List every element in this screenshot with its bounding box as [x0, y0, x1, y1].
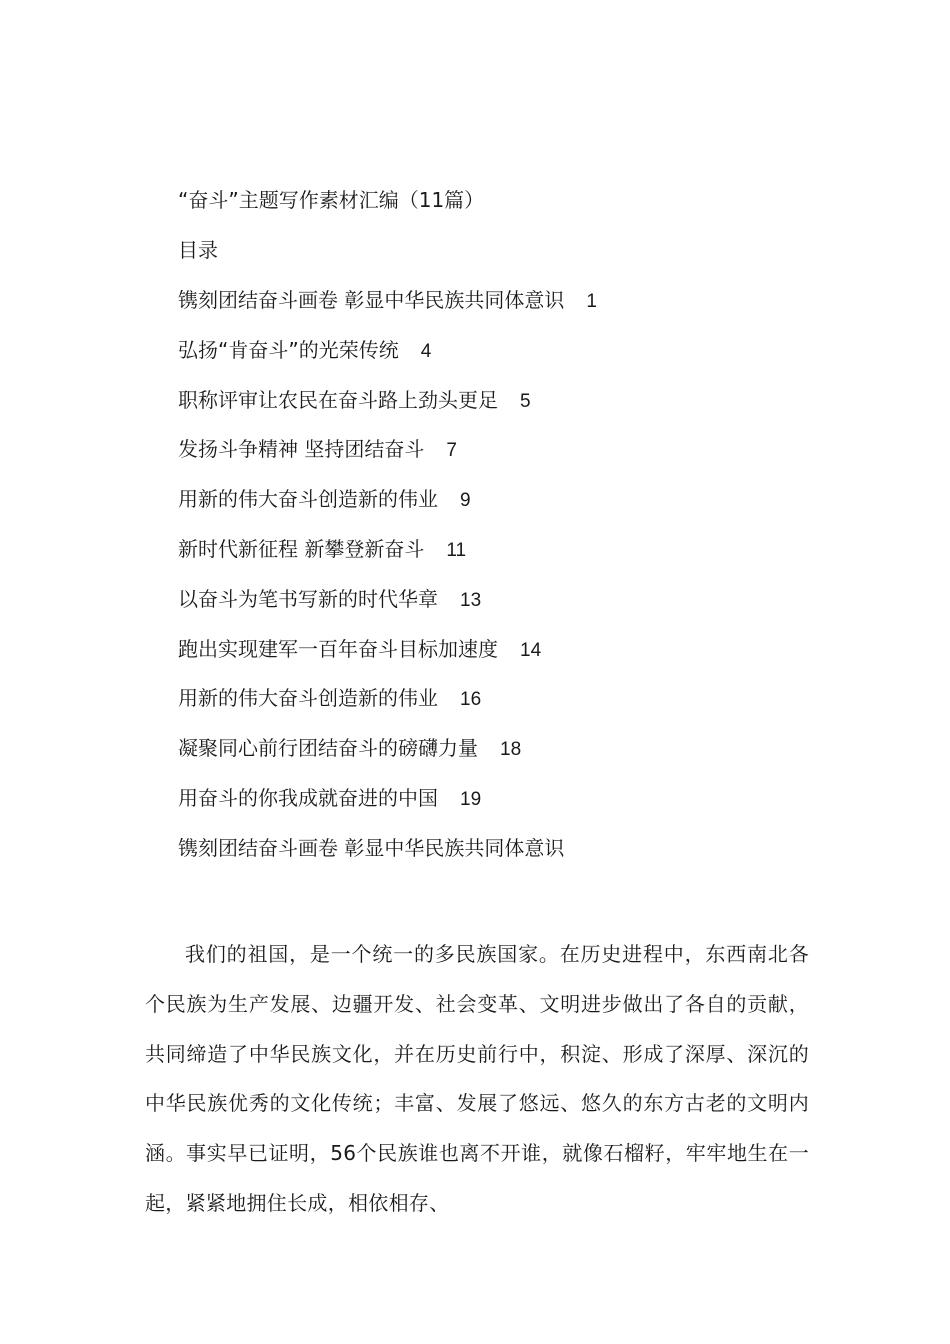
- toc-heading: 目录: [178, 238, 218, 262]
- toc-entry-title: 弘扬“肯奋斗”的光荣传统: [178, 337, 399, 362]
- toc-entry[interactable]: [178, 432, 597, 482]
- toc-entry[interactable]: [178, 283, 597, 333]
- toc-entry[interactable]: [178, 632, 597, 682]
- toc-entry[interactable]: [178, 333, 597, 383]
- toc-entry-page: 13: [460, 589, 482, 611]
- toc-entry-page: 14: [520, 639, 542, 661]
- toc-entry[interactable]: [178, 781, 597, 831]
- toc-entry-title: 以奋斗为笔书写新的时代华章: [178, 586, 438, 611]
- toc-entry-title: 用新的伟大奋斗创造新的伟业: [178, 487, 438, 512]
- toc-entry-title: 发扬斗争精神 坚持团结奋斗: [178, 437, 425, 462]
- toc-entry[interactable]: [178, 731, 597, 781]
- toc-entry-page: 11: [446, 539, 467, 561]
- toc-entry-title: 跑出实现建军一百年奋斗目标加速度: [178, 636, 498, 661]
- toc-entry-title: 镌刻团结奋斗画卷 彰显中华民族共同体意识: [178, 288, 565, 312]
- toc-entry-title: 职称评审让农民在奋斗路上劲头更足: [178, 387, 498, 412]
- toc-entry-page: 19: [460, 788, 482, 810]
- toc-entry-page: 16: [460, 689, 482, 711]
- body-paragraph: 我们的祖国，是一个统一的多民族国家。在历史进程中，东西南北各个民族为生产发展、边疆开发、社会变革、文明进步做出了各自的贡献，共同缔造了中华民族文化，并在历史前行中，积淀、形成了深厚、深沉的中华民族优秀的文化传统；丰富、发展了悠远、悠久的东方古老的文明内涵。事实早已证明，56个民族谁也离不开谁，就像石榴籽，牢牢地生在一起，紧紧地拥住长成，相依相存、: [145, 942, 809, 1215]
- toc-entry-title: 用新的伟大奋斗创造新的伟业: [178, 686, 438, 711]
- toc-entry[interactable]: [178, 582, 597, 632]
- section-heading: 镌刻团结奋斗画卷 彰显中华民族共同体意识: [178, 836, 565, 860]
- toc-entry[interactable]: [178, 681, 597, 731]
- toc-entry[interactable]: [178, 383, 597, 433]
- toc-entry-page: 1: [586, 291, 597, 312]
- toc-entry-page: 9: [460, 490, 471, 512]
- toc-entry-title: 新时代新征程 新攀登新奋斗: [178, 536, 425, 561]
- toc-entry[interactable]: [178, 532, 597, 582]
- toc-entry-page: 5: [520, 390, 531, 412]
- document-title: “奋斗”主题写作素材汇编（11篇）: [178, 188, 485, 212]
- toc-entry-title: 凝聚同心前行团结奋斗的磅礴力量: [178, 736, 478, 761]
- toc-entry-title: 用奋斗的你我成就奋进的中国: [178, 785, 438, 810]
- toc-entry[interactable]: [178, 482, 597, 532]
- toc-entry-page: 4: [420, 340, 432, 362]
- table-of-contents: [178, 283, 597, 831]
- toc-entry-page: 18: [500, 739, 522, 761]
- toc-entry-page: 7: [446, 440, 457, 462]
